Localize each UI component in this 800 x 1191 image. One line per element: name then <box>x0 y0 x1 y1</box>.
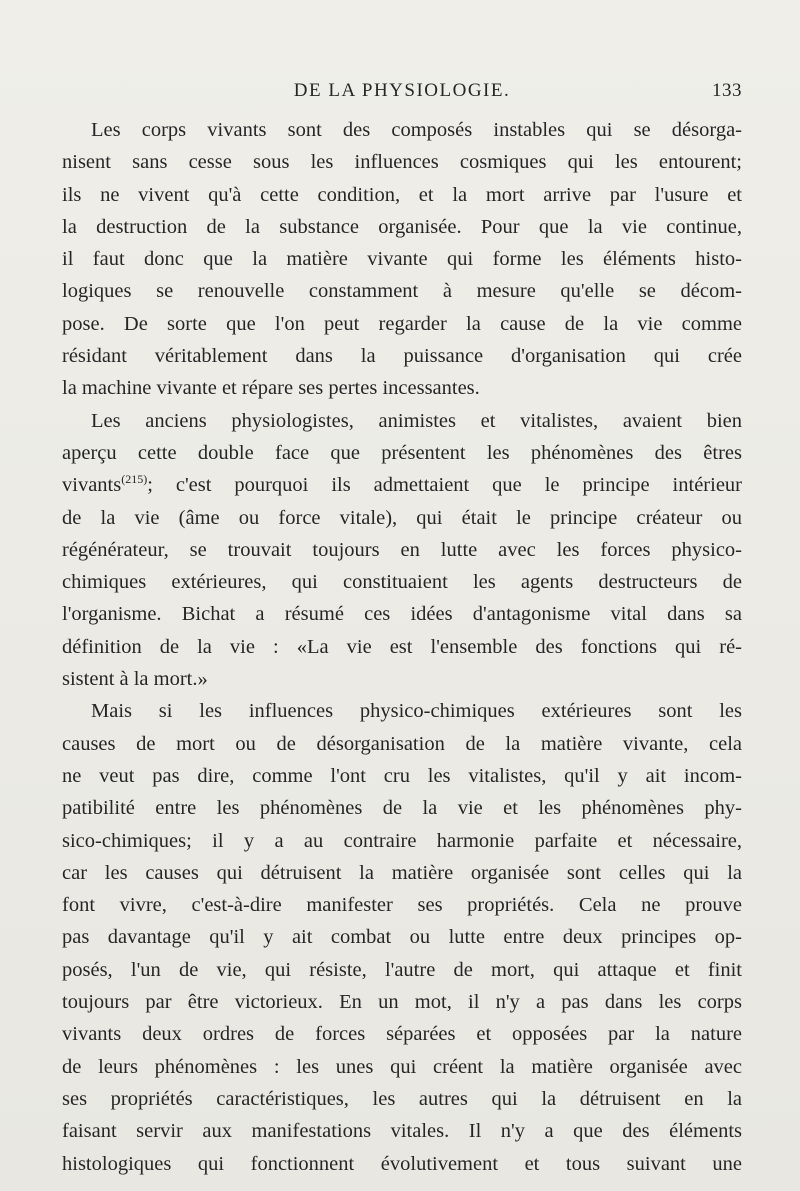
text-line: chimiques extérieures, qui constituaient les agents destructeurs de <box>62 571 742 594</box>
text-line: aperçu cette double face que présentent les phénomènes des êtres <box>62 441 742 464</box>
text-line: sico-chimiques; il y a au contraire harmonie parfaite et nécessaire, <box>62 829 742 852</box>
text-line: pas davantage qu'il y ait combat ou lutte entre deux principes op- <box>62 926 742 949</box>
text-line: faisant servir aux manifestations vitales. Il n'y a que des éléments <box>62 1120 742 1143</box>
text-line: nisent sans cesse sous les influences cosmiques qui les entourent; <box>62 151 742 174</box>
footnote-reference: (215) <box>121 472 148 487</box>
text-line: histologiques qui fonctionnent évolutivement et tous suivant une <box>62 1152 742 1175</box>
text-line: pose. De sorte que l'on peut regarder la cause de la vie comme <box>62 312 742 335</box>
text-line: l'organisme. Bichat a résumé ces idées d'antagonisme vital dans sa <box>62 603 742 626</box>
text-line: ses propriétés caractéristiques, les autres qui la détruisent en la <box>62 1087 742 1110</box>
text-line: causes de mort ou de désorganisation de la matière vivante, cela <box>62 732 742 755</box>
running-head <box>62 80 742 108</box>
text-line: Mais si les influences physico-chimiques extérieures sont les <box>91 700 742 723</box>
body-text <box>62 114 742 1180</box>
text-line: régénérateur, se trouvait toujours en lutte avec les forces physico- <box>62 538 742 561</box>
text-line: logiques se renouvelle constamment à mesure qu'elle se décom- <box>62 280 742 303</box>
text-line: font vivre, c'est-à-dire manifester ses propriétés. Cela ne prouve <box>62 894 742 917</box>
text-line <box>62 469 742 501</box>
text-line: car les causes qui détruisent la matière organisée sont celles qui la <box>62 861 742 884</box>
text-line: la destruction de la substance organisée. Pour que la vie continue, <box>62 215 742 238</box>
text-line: définition de la vie : «La vie est l'ensemble des fonctions qui ré- <box>62 635 742 658</box>
text-line: de leurs phénomènes : les unes qui créent la matière organisée avec <box>62 1055 742 1078</box>
text-segment: vivants <box>62 474 122 497</box>
text-line: ils ne vivent qu'à cette condition, et la mort arrive par l'usure et <box>62 183 742 206</box>
text-line: vivants deux ordres de forces séparées et opposées par la nature <box>62 1023 742 1046</box>
text-line: il faut donc que la matière vivante qui forme les éléments histo- <box>62 248 742 271</box>
running-title: DE LA PHYSIOLOGIE. <box>293 80 511 101</box>
text-line: posés, l'un de vie, qui résiste, l'autre de mort, qui attaque et finit <box>62 958 742 981</box>
text-line: la machine vivante et répare ses pertes incessantes. <box>62 377 480 400</box>
text-line: toujours par être victorieux. En un mot, il n'y a pas dans les corps <box>62 991 742 1014</box>
page-number: 133 <box>712 80 742 101</box>
text-line: sistent à la mort.» <box>62 668 208 691</box>
text-line: ne veut pas dire, comme l'ont cru les vitalistes, qu'il y ait incom- <box>62 764 742 787</box>
text-line: de la vie (âme ou force vitale), qui était le principe créateur ou <box>62 506 742 529</box>
text-line: Les anciens physiologistes, animistes et vitalistes, avaient bien <box>91 409 742 432</box>
text-segment: ; c'est pourquoi ils admettaient que le principe intérieur <box>147 474 742 497</box>
text-line: Les corps vivants sont des composés instables qui se désorga- <box>91 119 742 141</box>
text-line: patibilité entre les phénomènes de la vie et les phénomènes phy- <box>62 797 742 820</box>
text-line: résidant véritablement dans la puissance d'organisation qui crée <box>62 345 742 368</box>
